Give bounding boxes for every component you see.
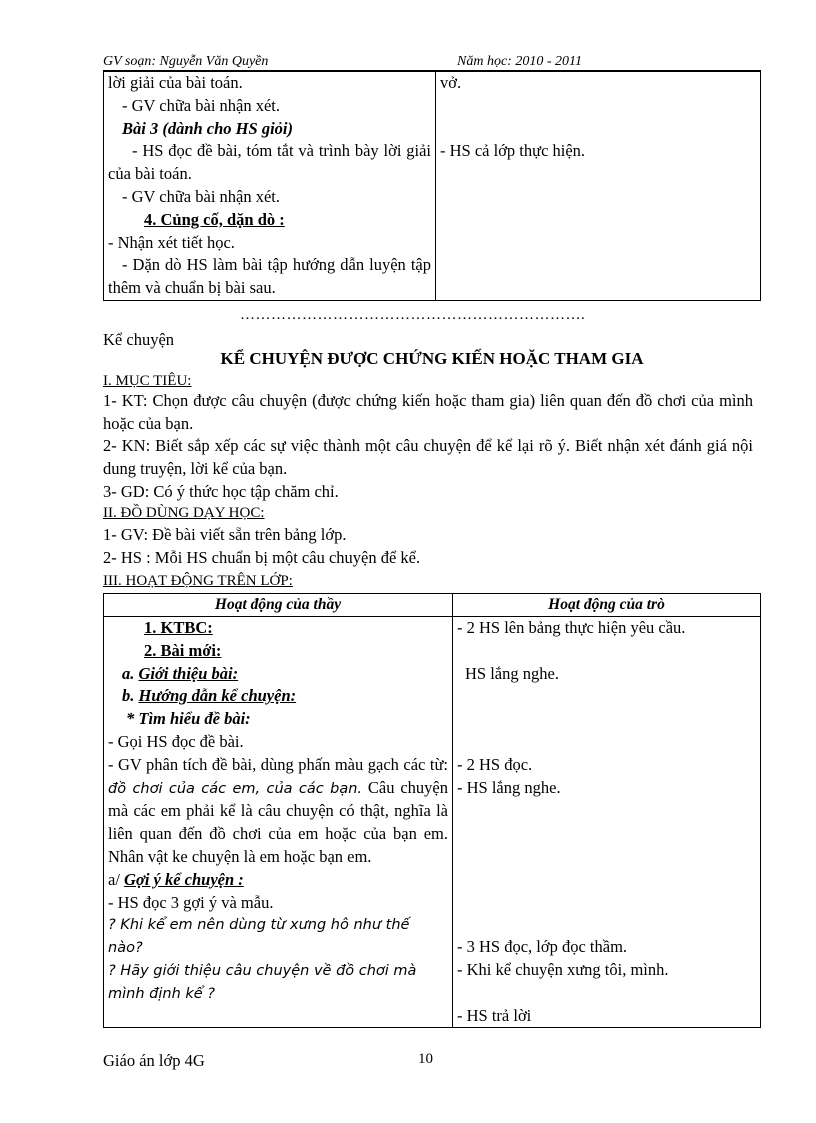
lesson-continuation-table [103,71,761,301]
text-line: - 2 HS lên bảng thực hiện yêu cầu. [457,618,686,637]
item-prefix: a. [122,663,139,683]
activities-heading: III. HOẠT ĐỘNG TRÊN LỚP: [103,573,293,589]
text-line: - Dặn dò HS làm bài tập hướng dẫn luyện tập thêm và chuẩn bị bài sau. [108,255,431,298]
text-line: - HS trả lời [457,1005,532,1025]
new-lesson-heading: 2. Bài mới: [144,640,222,660]
ktbc-heading: 1. KTBC: [144,618,213,637]
text-line: - Khi kể chuyện xưng tôi, mình. [457,959,669,979]
text-line: vở. [440,73,462,92]
exercise-heading: Bài 3 (dành cho HS giỏi) [122,118,293,138]
intro-heading: Giới thiệu bài: [138,663,239,683]
objective-kn: 2- KN: Biết sắp xếp các sự việc thành một câu chuyện để kể lại rõ ý. Biết nhận xét đánh giá nội dung truyện, lời kể của bạn. [103,436,753,478]
text-line: - HS đọc đề bài, tóm tắt và trình bày lời giải của bài toán. [108,141,431,184]
objectives-heading: I. MỤC TIÊU: [103,373,192,389]
teacher-name: GV soạn: Nguyễn Văn Quyền [103,54,269,69]
guide-heading: Hướng dẫn kể chuyện: [138,686,297,706]
text-line: - HS cả lớp thực hiện. [440,141,586,161]
subject-label: Kể chuyện [103,330,175,349]
page-header [103,52,761,71]
objective-gd: 3- GD: Có ý thức học tập chăm chỉ. [103,482,339,501]
col-student-header: Hoạt động của trò [453,594,761,617]
teacher-activities [104,617,453,1028]
objective-kt: 1- KT: Chọn được câu chuyện (được chứng kiến hoặc tham gia) liên quan đến đồ chơi của mình hoặc của bạn. [103,391,753,433]
page-number: 10 [418,1051,433,1067]
text-line: HS lắng nghe. [465,663,559,683]
text-run: - GV phân tích đề bài, dùng phấn màu gạch các từ: [108,754,448,774]
materials-hs: 2- HS : Mỗi HS chuẩn bị một câu chuyện để kể. [103,548,421,567]
text-line: - HS lắng nghe. [457,777,561,797]
lesson-title: KỂ CHUYỆN ĐƯỢC CHỨNG KIẾN HOẶC THAM GIA [220,349,644,368]
text-line: - 3 HS đọc, lớp đọc thầm. [457,937,628,957]
text-run: Câu chuyện mà các em phải kể là câu chuyện có thật, nghĩa là liên quan đến đồ chơi của em hoặc của bạn em. Nhân vật ke chuyện là em hoặc bạn em. [108,777,448,866]
text-line: - GV chữa bài nhận xét. [122,95,281,115]
col-teacher-header: Hoạt động của thầy [104,594,453,617]
analysis-heading: * Tìm hiểu đề bài: [126,709,251,729]
item-prefix: a/ [108,869,125,889]
school-year: Năm học: 2010 - 2011 [457,54,582,69]
section-heading: 4. Củng cố, dặn dò : [144,209,285,229]
student-activities [453,617,761,1028]
student-column [436,72,761,301]
text-line: - HS đọc 3 gợi ý và mẫu. [108,892,274,912]
materials-heading: II. ĐỒ DÙNG DẠY HỌC: [103,505,265,521]
footer-label: Giáo án lớp 4G [103,1051,205,1070]
highlighted-words: đồ chơi của các em, của các bạn. [108,780,362,797]
activity-table [103,593,761,1028]
teacher-column [104,72,436,301]
text-line: - 2 HS đọc. [457,754,533,774]
divider-dots: …………………………………………………………. [240,307,586,323]
text-line: lời giải của bài toán. [108,73,243,92]
text-line: - Gọi HS đọc đề bài. [108,731,244,751]
materials-gv: 1- GV: Đề bài viết sẵn trên bảng lớp. [103,525,347,544]
text-line: - Nhận xét tiết học. [108,232,235,252]
item-prefix: b. [122,686,139,706]
question-line: ? Khi kể em nên dùng từ xưng hô như thế nào? [108,917,410,957]
hint-heading: Gợi ý kể chuyện : [124,869,244,889]
text-line: - GV chữa bài nhận xét. [122,186,281,206]
question-line: ? Hãy giới thiệu câu chuyện về đồ chơi mà mình định kể ? [108,962,417,1002]
analysis-paragraph [108,754,448,869]
